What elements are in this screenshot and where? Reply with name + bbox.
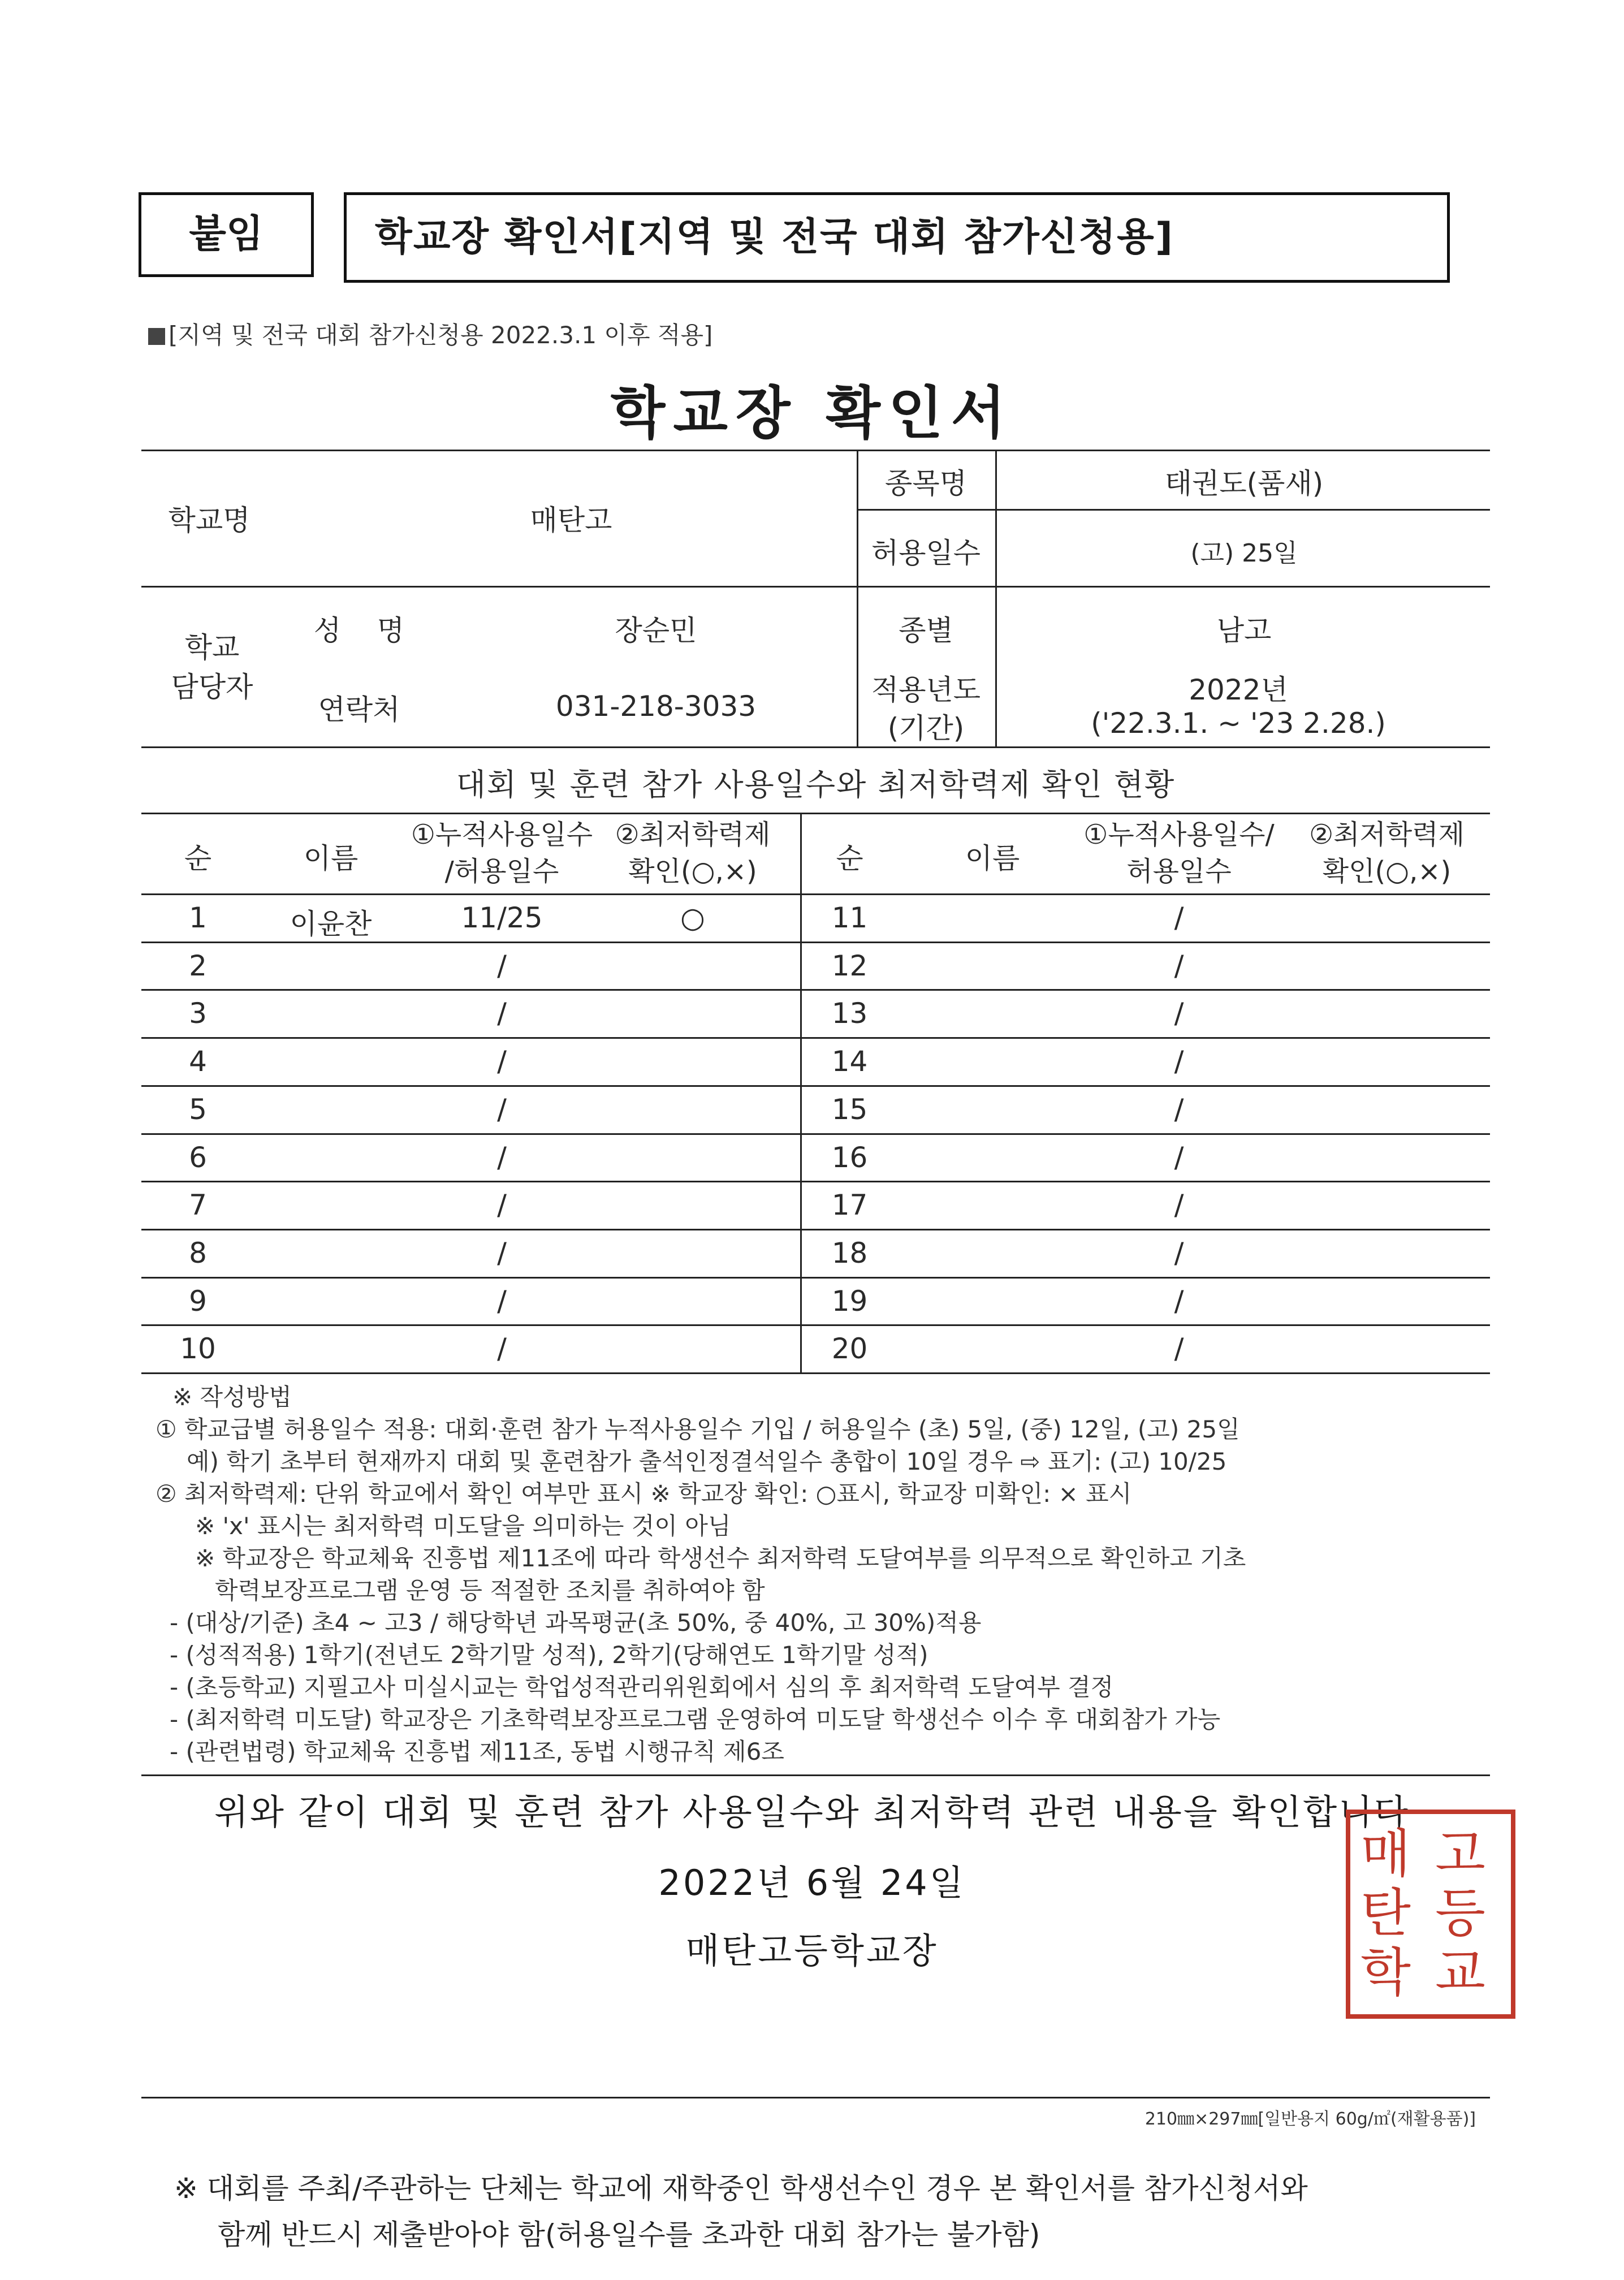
cell-days: / [497,1141,507,1174]
manager-label-line2: 담당자 [171,671,253,703]
cell-n: 10 [180,1332,216,1366]
method-line: - (최저학력 미도달) 학교장은 기초학력보장프로그램 운영하여 미도달 학생선수 이수 후 대회참가 가능 [170,1705,1221,1733]
method-line: ① 학교급별 허용일수 적용: 대회·훈련 참가 누적사용일수 기입 / 허용일수 (초) 5일, (중) 12일, (고) 25일 [156,1415,1240,1443]
cell-days: / [497,1092,507,1126]
cell-n: 6 [189,1141,207,1174]
square-bullet-icon [148,328,165,345]
cell-days: / [497,1284,507,1318]
row-divider [141,1085,1490,1087]
cell-days2: / [1174,997,1184,1030]
method-line: - (대상/기준) 초4 ~ 고3 / 해당학년 과목평균(초 50%, 중 40%, 고 30%)적용 [170,1609,982,1636]
cell-days: / [497,1332,507,1366]
header-min-line1: ②최저학력제 [615,819,771,850]
cell-days2: / [1174,1045,1184,1078]
event-value: 태권도(품새) [1164,467,1324,500]
cell-n: 9 [189,1284,207,1318]
cell-n2: 12 [831,949,868,982]
header-no: 순 [184,842,212,875]
cell-days2: / [1174,1092,1184,1126]
method-line: - (관련법령) 학교체육 진흥법 제11조, 동법 시행규칙 제6조 [170,1738,784,1765]
event-label: 종목명 [885,467,967,500]
method-line: - (초등학교) 지필고사 미실시교는 학업성적관리위원회에서 심의 후 최저학력 도달여부 결정 [170,1673,1114,1701]
cell-n2: 14 [831,1045,868,1078]
cell-n: 8 [189,1236,207,1269]
cell-n2: 16 [831,1141,868,1174]
header-min-line2: 확인(○,×) [628,856,757,887]
section-title: 대회 및 훈련 참가 사용일수와 최저학력제 확인 현황 [456,767,1176,802]
signer-name: 매탄고등학교장 [685,1930,939,1971]
cell-n: 1 [189,901,207,934]
cell-n: 5 [189,1092,207,1126]
cell-n2: 15 [831,1092,868,1126]
cell-name: 이윤찬 [290,908,372,940]
method-line: 학력보장프로그램 운영 등 적절한 조치를 취하여야 함 [215,1577,765,1604]
header-name-right: 이름 [965,842,1020,875]
manager-name-label: 성 명 [313,614,405,647]
cell-days: / [497,949,507,982]
year-value-line2: ('22.3.1. ~ '23 2.28.) [1091,707,1386,740]
confirm-date: 2022년 6월 24일 [658,1862,966,1903]
method-heading: ※ 작성방법 [172,1383,292,1411]
row-divider [141,989,1490,991]
manager-name-value: 장순민 [615,614,697,647]
header-no-right: 순 [836,842,863,875]
cell-n2: 11 [831,901,868,934]
cell-days2: / [1174,901,1184,934]
cell-n: 2 [189,949,207,982]
method-line: ② 최저학력제: 단위 학교에서 확인 여부만 표시 ※ 학교장 확인: ○표시, 학교장 미확인: × 표시 [156,1480,1132,1508]
row-divider [141,1277,1490,1279]
header-min-right-line2: 확인(○,×) [1322,856,1452,887]
allowed-days-value: (고) 25일 [1190,539,1298,568]
applicability-note [148,317,712,351]
manager-label-line1: 학교 [184,631,240,664]
year-value-line1: 2022년 [1189,673,1288,706]
header-days-line1: ①누적사용일수 [411,819,593,850]
document-title: 학교장 확인서 [610,380,1014,446]
school-name-label: 학교명 [168,504,250,537]
attachment-label: 붙임 [189,212,264,257]
method-line: ※ 학교장은 학교체육 진흥법 제11조에 따라 학생선수 최저학력 도달여부를 의무적으로 확인하고 기초 [195,1544,1246,1572]
paper-specification: 210㎜×297㎜[일반용지 60g/㎡(재활용품)] [1144,2109,1476,2129]
attachment-label-box [139,192,314,277]
header-days-right-line2: 허용일수 [1126,856,1232,887]
year-label-line1: 적용년도 [871,673,981,706]
cell-n2: 13 [831,997,868,1030]
school-name-value: 매탄고 [530,504,612,537]
form-title-box [344,192,1450,283]
cell-days2: / [1174,949,1184,982]
row-divider [141,1229,1490,1230]
header-days-right-line1: ①누적사용일수/ [1083,819,1275,850]
method-line: ※ 'x' 표시는 최저학력 미도달을 의미하는 것이 아님 [195,1512,731,1540]
header-days-line2: /허용일수 [444,856,559,887]
cell-days: / [497,997,507,1030]
allowed-days-label: 허용일수 [871,537,981,569]
cell-days: 11/25 [461,901,543,934]
confirm-statement: 위와 같이 대회 및 훈련 참가 사용일수와 최저학력 관련 내용을 확인합니다 [214,1791,1410,1833]
category-value: 남고 [1216,614,1272,647]
header-name: 이름 [303,842,359,875]
cell-check: ○ [680,901,705,934]
cell-days2: / [1174,1189,1184,1222]
cell-n2: 20 [831,1332,868,1366]
row-divider [141,1133,1490,1135]
method-line: 예) 학기 초부터 현재까지 대회 및 훈련참가 출석인정결석일수 총합이 10일 경우 ⇨ 표기: (고) 10/25 [187,1448,1227,1475]
cell-days2: / [1174,1141,1184,1174]
cell-days2: / [1174,1332,1184,1366]
cell-days: / [497,1189,507,1222]
cell-n: 4 [189,1045,207,1078]
cell-n2: 19 [831,1284,868,1318]
cell-days2: / [1174,1236,1184,1269]
row-divider [141,1372,1490,1374]
applicability-note-text: [지역 및 전국 대회 참가신청용 2022.3.1 이후 적용] [169,321,713,349]
submission-note-line1: ※ 대회를 주최/주관하는 단체는 학교에 재학중인 학생선수인 경우 본 확인서를 참가신청서와 [174,2172,1308,2205]
method-line: - (성적적용) 1학기(전년도 2학기말 성적), 2학기(당해연도 1학기말 성적) [170,1641,928,1669]
school-principal-seal: 매 고 탄 등 학 교 [1346,1810,1515,2019]
row-divider [141,1037,1490,1039]
row-divider [141,1181,1490,1182]
cell-days: / [497,1045,507,1078]
cell-n: 3 [189,997,207,1030]
cell-n: 7 [189,1189,207,1222]
row-divider [141,1324,1490,1326]
year-label-line2: (기간) [887,712,965,745]
cell-days: / [497,1236,507,1269]
cell-n2: 17 [831,1189,868,1222]
category-label: 종별 [899,614,953,647]
row-divider [141,942,1490,943]
header-min-right-line1: ②최저학력제 [1309,819,1465,850]
contact-value: 031-218-3033 [555,690,757,723]
cell-n2: 18 [831,1236,868,1269]
submission-note-line2: 함께 반드시 제출받아야 함(허용일수를 초과한 대회 참가는 불가함) [218,2218,1040,2251]
form-title: 학교장 확인서[지역 및 전국 대회 참가신청용] [375,215,1174,260]
cell-days2: / [1174,1284,1184,1318]
contact-label: 연락처 [318,693,400,726]
